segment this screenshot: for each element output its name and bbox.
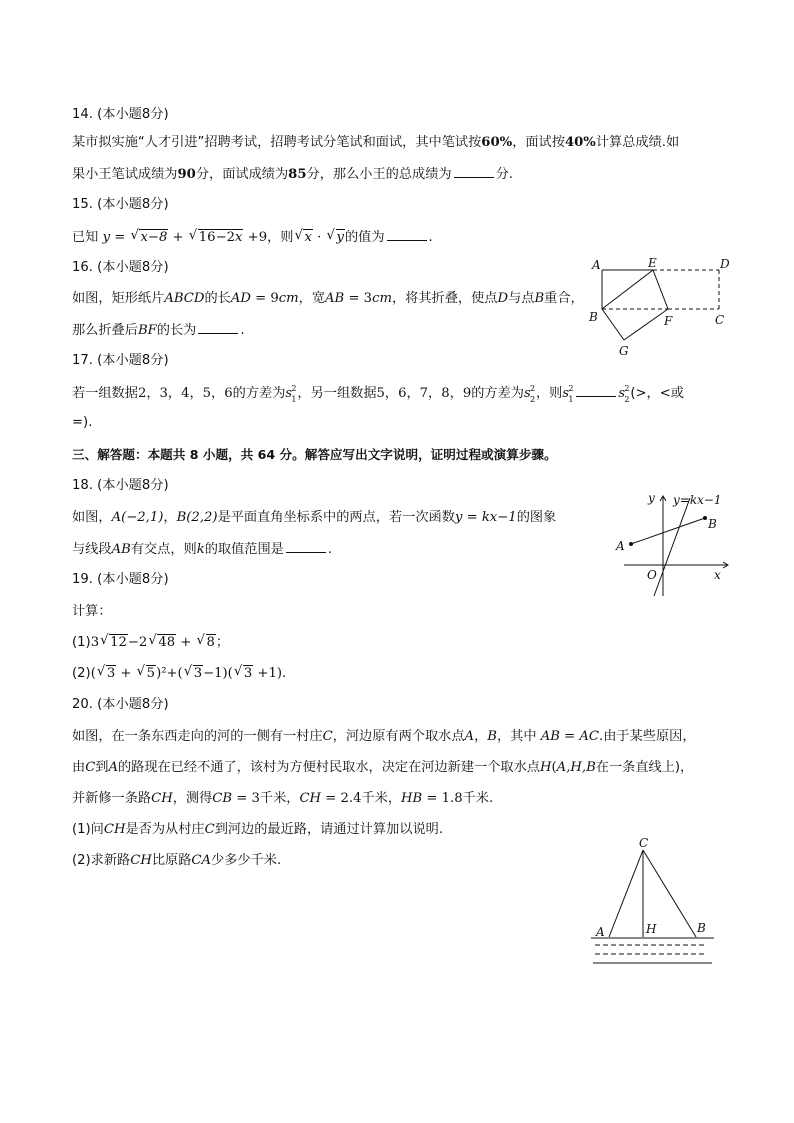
q19-part1: (1)3√ 12−2√ 48 + √ 8； [72,634,229,652]
q16-header: 16. (本小题8分) [72,260,169,275]
fig20-label-a: A [596,925,605,939]
answer-blank [198,321,238,334]
q17-line1: 若一组数据2，3，4，5，6的方差为 s 2 1 ，另一组数据5，6，7，8，9的方差为 s 2 2 ，则 s 2 1 s 2 2 (>，<或 [72,384,684,404]
q14-line1: 某市拟实施“人才引进”招聘考试，招聘考试分笔试和面试，其中笔试按60%，面试按40%计算总成绩.如 [72,135,680,150]
fig16-label-a: A [592,258,601,272]
q19-intro: 计算： [72,604,112,619]
q18-line1: 如图，A(−2,1)，B(2,2)是平面直角坐标系中的两点，若一次函数y = kx−1的图象 [72,510,557,525]
q20-line2: 由C到A的路现在已经不通了，该村为方便村民取水，决定在河边新建一个取水点H(A,H,B在一条直线上)， [72,760,694,775]
q14-line2: 果小王笔试成绩为90分，面试成绩为85分，那么小王的总成绩为 分. [72,167,513,182]
fig16-label-d: D [720,257,730,271]
fig18-label-o: O [647,568,657,582]
q16-line1: 如图，矩形纸片ABCD的长AD = 9cm，宽AB = 3cm，将其折叠，使点D与点B重合， [72,291,584,306]
q16-figure [585,255,735,360]
fig18-label-b: B [708,517,717,531]
fig18-label-a: A [616,539,625,553]
fig20-label-b: B [697,921,706,935]
q18-header: 18. (本小题8分) [72,478,169,493]
q20-header: 20. (本小题8分) [72,697,169,712]
q16-line2: 那么折叠后BF的长为 . [72,323,245,338]
q20-sub1: (1)问CH是否为从村庄C到河边的最近路，请通过计算加以说明. [72,822,444,837]
q20-line3: 并新修一条路CH，测得CB = 3千米，CH = 2.4千米，HB = 1.8千米. [72,791,494,806]
answer-blank [286,540,326,553]
fig16-label-c: C [715,313,725,327]
q19-part2: (2)(√ 3 + √ 5)²+(√ 3−1)(√ 3 +1). [72,665,286,683]
fig20-label-h: H [646,922,657,936]
q17-line2: =). [72,415,93,430]
q14-header: 14. (本小题8分) [72,107,169,122]
fig16-label-e: E [648,256,657,270]
fig18-label-function: y=kx−1 [673,493,722,507]
q20-sub2: (2)求新路CH比原路CA少多少千米. [72,853,282,868]
answer-blank [454,165,494,178]
fig16-label-f: F [664,314,673,328]
q15-line1: 已知 y = √ x−8 + √ 16−2x +9，则√ x · √ y的值为 . [72,228,433,247]
answer-blank [576,384,616,397]
q18-figure [610,488,735,603]
fig16-label-b: B [589,310,598,324]
fig18-label-y: y [648,491,655,505]
section-3-title: 三、解答题：本题共 8 小题，共 64 分。解答应写出文字说明，证明过程或演算步骤。 [72,447,557,462]
q15-header: 15. (本小题8分) [72,197,169,212]
answer-blank [387,228,427,241]
q20-figure [585,832,720,972]
q20-line1: 如图，在一条东西走向的河的一侧有一村庄C，河边原有两个取水点A，B，其中 AB = AC.由于某些原因， [72,729,696,744]
fig20-label-c: C [639,836,649,850]
fig16-label-g: G [619,344,629,358]
q18-line2: 与线段AB有交点，则k的取值范围是 . [72,542,333,557]
fig18-label-x: x [714,568,721,582]
q19-header: 19. (本小题8分) [72,572,169,587]
q17-header: 17. (本小题8分) [72,353,169,368]
